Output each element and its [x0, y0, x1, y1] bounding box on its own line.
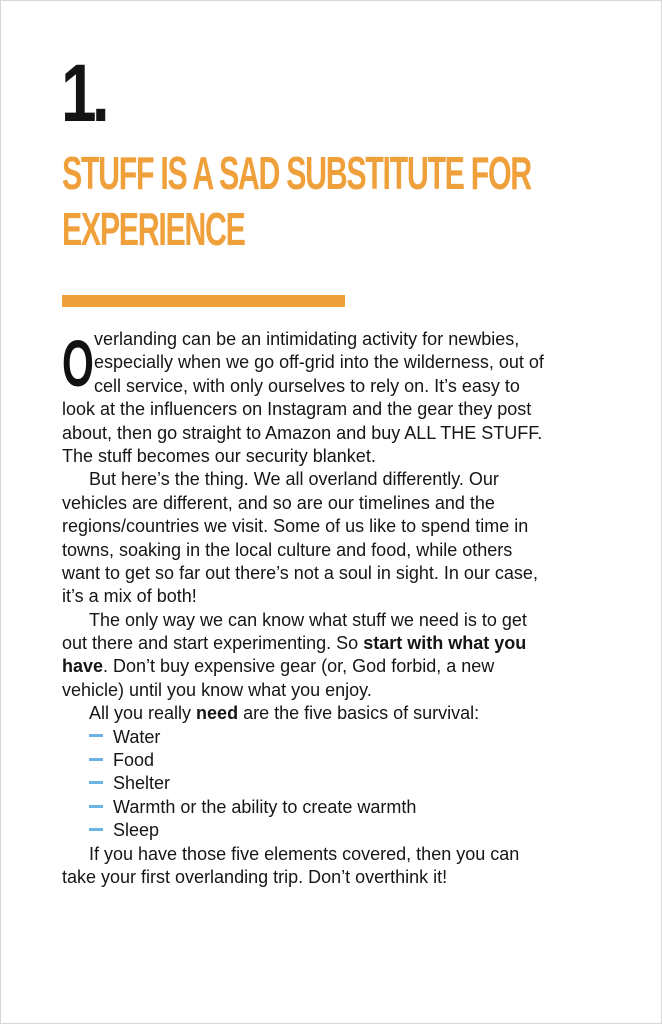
text-line: vehicles are different, and so are our timelines and the [62, 492, 495, 513]
paragraph-2 [62, 468, 602, 608]
text-line [62, 632, 602, 655]
list-item [62, 749, 602, 772]
list-item-label: Water [113, 726, 161, 747]
dash-bullet-icon [89, 758, 103, 761]
paragraph-1 [62, 328, 602, 468]
text-line: it’s a mix of both! [62, 586, 197, 607]
survival-list [62, 726, 602, 843]
list-item-label: Sleep [113, 820, 160, 841]
text-line: cell service, with only ourselves to rely on. It’s easy to [94, 375, 520, 396]
text-line [62, 702, 602, 725]
text-line [62, 655, 602, 678]
text-line: The stuff becomes our security blanket. [62, 445, 376, 466]
text-line: about, then go straight to Amazon and buy ALL THE STUFF. [62, 422, 543, 443]
text-line: take your first overlanding trip. Don’t overthink it! [62, 866, 448, 887]
dash-bullet-icon [89, 805, 103, 808]
body-text [62, 328, 602, 889]
paragraph-5 [62, 843, 602, 890]
text-line: vehicle) until you know what you enjoy. [62, 679, 372, 700]
chapter-title-line: EXPERIENCE [62, 203, 245, 255]
bold-text: start with what you [363, 633, 527, 654]
text-line: verlanding can be an intimidating activity for newbies, [94, 329, 520, 349]
chapter-title-line: STUFF IS A SAD SUBSTITUTE FOR [62, 147, 531, 199]
text-line: But here’s the thing. We all overland differently. Our [89, 469, 499, 490]
text-line: regions/countries we visit. Some of us like to spend time in [62, 516, 529, 537]
text-run: out there and start experimenting. So [62, 633, 364, 654]
list-item-label: Warmth or the ability to create warmth [113, 796, 417, 817]
list-item [62, 819, 602, 842]
text-line: look at the influencers on Instagram and the gear they post [62, 399, 532, 420]
title-divider [62, 295, 345, 307]
text-line: The only way we can know what stuff we need is to get [89, 609, 527, 630]
drop-cap: O [62, 326, 94, 400]
bold-text: need [196, 703, 239, 724]
list-item [62, 726, 602, 749]
text-line: If you have those five elements covered, then you can [89, 843, 520, 864]
dash-bullet-icon [89, 734, 103, 737]
text-line: want to get so far out there’s not a soul in sight. In our case, [62, 562, 538, 583]
text-run: All you really [89, 703, 197, 724]
list-item-label: Shelter [113, 773, 171, 794]
text-run: are the five basics of survival: [238, 703, 480, 724]
text-line: towns, soaking in the local culture and food, while others [62, 539, 513, 560]
chapter-number: 1. [61, 48, 105, 139]
chapter-title [62, 145, 531, 257]
paragraph-3 [62, 609, 602, 703]
paragraph-4 [62, 702, 602, 725]
list-item [62, 796, 602, 819]
dash-bullet-icon [89, 828, 103, 831]
text-line: especially when we go off-grid into the wilderness, out of [94, 352, 544, 373]
dash-bullet-icon [89, 781, 103, 784]
list-item [62, 772, 602, 795]
list-item-label: Food [113, 750, 155, 771]
bold-text: have [62, 656, 104, 677]
text-run: . Don’t buy expensive gear (or, God forbid, a new [103, 656, 495, 677]
